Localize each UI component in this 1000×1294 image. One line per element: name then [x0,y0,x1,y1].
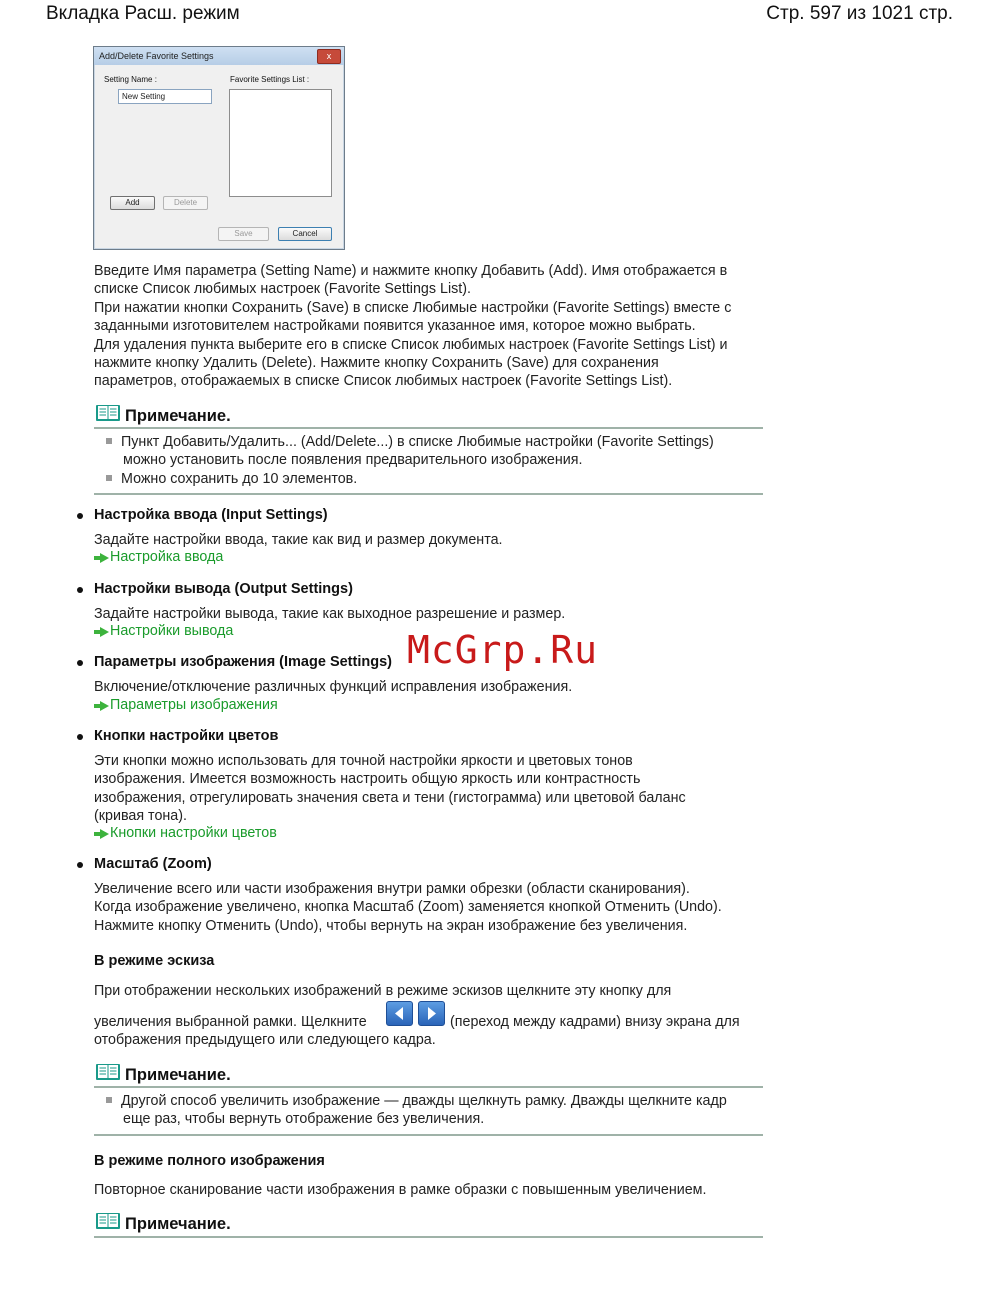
note-list [106,1092,762,1129]
note-book-icon [95,1211,121,1231]
square-bullet-icon [106,475,112,481]
section-title: Кнопки настройки цветов [94,728,279,744]
note-title: Примечание. [125,407,231,425]
link-image-settings[interactable]: Параметры изображения [110,697,278,713]
arrow-left-icon [387,1002,412,1025]
text-line: (переход между кадрами) внизу экрана для [450,1014,740,1030]
add-button[interactable]: Add [110,196,155,210]
bullet-icon [77,587,83,593]
note-top-rule [94,1086,763,1088]
text-line: Нажмите кнопку Отменить (Undo), чтобы вернуть на экран изображение без увеличения. [94,917,688,934]
note-list [106,433,756,488]
watermark: McGrp.Ru [407,628,599,672]
note-book-icon [95,1062,121,1082]
dialog-titlebar [94,47,344,65]
setting-name-label: Setting Name : [104,75,157,84]
favorite-list-label: Favorite Settings List : [230,75,310,84]
text-line: изображения. Имеется возможность настроить общую яркость или контрастность [94,771,641,788]
note-top-rule [94,427,763,429]
section-text: Задайте настройки вывода, такие как выходное разрешение и размер. [94,606,566,622]
list-item-continuation: можно установить после появления предварительного изображения. [123,452,583,469]
favorite-settings-list[interactable] [229,89,332,197]
text-line: нажмите кнопку Удалить (Delete). Нажмите кнопку Сохранить (Save) для сохранения [94,355,659,372]
save-button[interactable]: Save [218,227,269,241]
text-line: отображения предыдущего или следующего кадра. [94,1032,436,1048]
text-line: Увеличение всего или части изображения внутри рамки обрезки (области сканирования). [94,881,690,897]
section-text: Задайте настройки ввода, такие как вид и размер документа. [94,532,503,548]
setting-name-input[interactable]: New Setting [118,89,212,104]
note-bottom-rule [94,1134,763,1136]
section-text [94,752,754,826]
close-icon[interactable]: x [317,49,341,64]
subsection-title: В режиме эскиза [94,953,215,969]
bullet-icon [77,660,83,666]
section-text: Включение/отключение различных функций исправления изображения. [94,679,573,695]
section-title: Параметры изображения (Image Settings) [94,654,392,670]
arrow-right-icon [94,624,109,642]
square-bullet-icon [106,1097,112,1103]
text-line: (кривая тона). [94,808,187,825]
text-line: При нажатии кнопки Сохранить (Save) в списке Любимые настройки (Favorite Settings) вместе с [94,299,732,316]
text-line: увеличения выбранной рамки. Щелкните [94,1014,367,1030]
section-text [94,880,764,935]
note-title: Примечание. [125,1215,231,1233]
intro-paragraph [94,262,774,391]
list-item: Другой способ увеличить изображение — дважды щелкнуть рамку. Дважды щелкните кадр [106,1092,762,1110]
header-left: Вкладка Расш. режим [46,3,240,24]
note-book-icon [95,403,121,423]
note-top-rule [94,1236,763,1238]
arrow-right-icon [94,698,109,716]
section-title: Масштаб (Zoom) [94,856,212,872]
text-line: Когда изображение увеличено, кнопка Масштаб (Zoom) заменяется кнопкой Отменить (Undo). [94,899,722,916]
text-line: Для удаления пункта выберите его в списке Список любимых настроек (Favorite Settings List) и [94,336,728,353]
dialog-title: Add/Delete Favorite Settings [99,51,214,61]
text-line: Введите Имя параметра (Setting Name) и нажмите кнопку Добавить (Add). Имя отображается в [94,263,728,279]
note-bottom-rule [94,493,763,495]
section-title: Настройка ввода (Input Settings) [94,507,328,523]
link-color-buttons[interactable]: Кнопки настройки цветов [110,825,277,841]
arrow-right-icon [94,550,109,568]
section-title: Настройки вывода (Output Settings) [94,581,353,597]
text-line: изображения, отрегулировать значения света и тени (гистограмма) или цветовой баланс [94,789,686,806]
text-line: заданными изготовителем настройками появится указанное имя, которое можно выбрать. [94,318,696,335]
arrow-right-icon [419,1002,444,1025]
prev-frame-button[interactable] [386,1001,413,1026]
header-page-counter: Стр. 597 из 1021 стр. [766,3,953,24]
subsection-title: В режиме полного изображения [94,1153,325,1169]
bullet-icon [77,513,83,519]
link-output-settings[interactable]: Настройки вывода [110,623,234,639]
arrow-right-icon [94,826,109,844]
list-item-continuation: еще раз, чтобы вернуть отображение без увеличения. [123,1111,485,1128]
list-item: Пункт Добавить/Удалить... (Add/Delete...) в списке Любимые настройки (Favorite Settings) [106,433,756,451]
delete-button[interactable]: Delete [163,196,208,210]
bullet-icon [77,862,83,868]
text-line: При отображении нескольких изображений в режиме эскизов щелкните эту кнопку для [94,983,672,999]
text-line: Эти кнопки можно использовать для точной настройки яркости и цветовых тонов [94,753,633,769]
square-bullet-icon [106,438,112,444]
cancel-button[interactable]: Cancel [278,227,332,241]
text-line: параметров, отображаемых в списке Список любимых настроек (Favorite Settings List). [94,373,673,390]
next-frame-button[interactable] [418,1001,445,1026]
note-title: Примечание. [125,1066,231,1084]
list-item: Можно сохранить до 10 элементов. [106,470,756,488]
bullet-icon [77,734,83,740]
text-line: Повторное сканирование части изображения в рамке образки с повышенным увеличением. [94,1182,707,1198]
link-input-settings[interactable]: Настройка ввода [110,549,224,565]
text-line: списке Список любимых настроек (Favorite Settings List). [94,281,471,298]
add-delete-favorite-dialog [93,46,345,250]
